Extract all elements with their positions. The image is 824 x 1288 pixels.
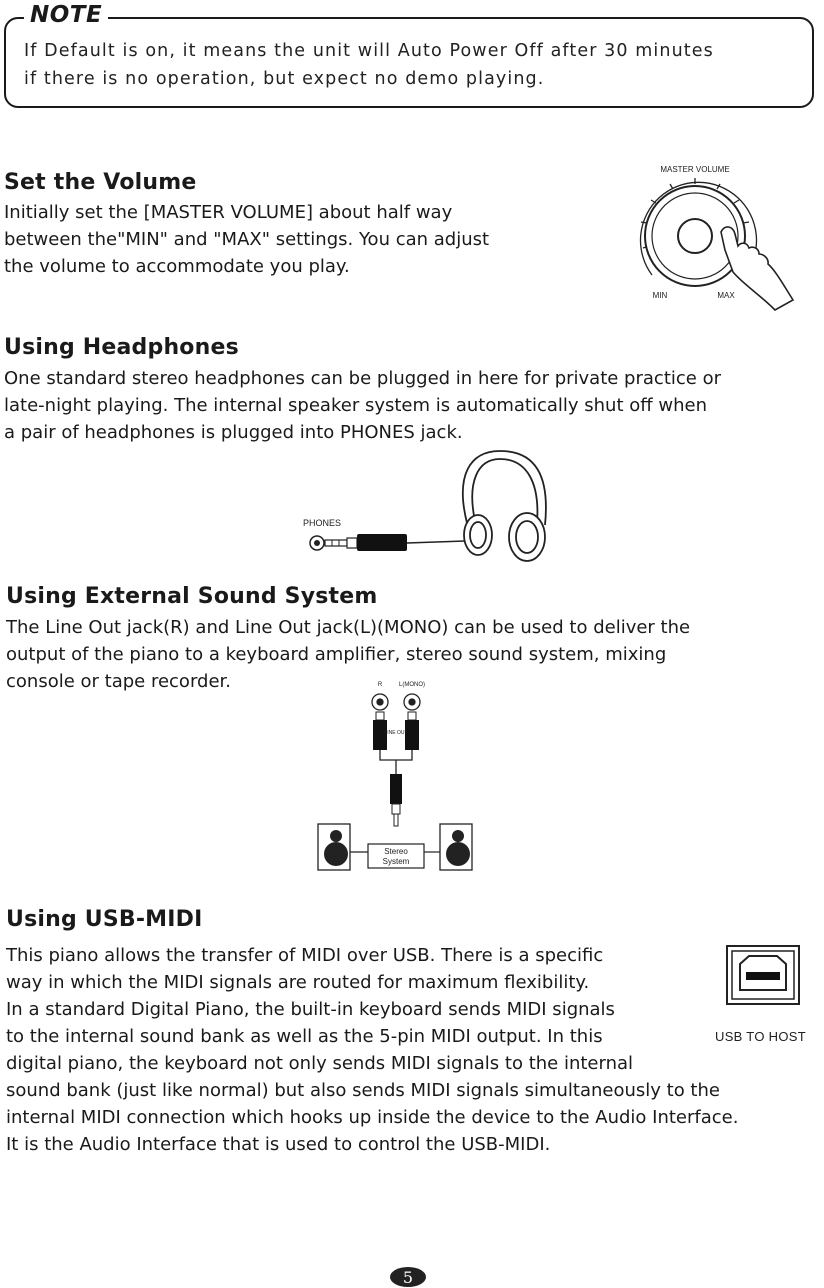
line-out-label: LINE OUT (384, 730, 408, 736)
usb-line: internal MIDI connection which hooks up inside the device to the Audio Interface. (6, 1107, 739, 1128)
line-out-jacks (372, 694, 420, 710)
speaker-left-icon (318, 824, 350, 870)
page-number: 5 (402, 1268, 414, 1287)
headphones-text (4, 365, 721, 446)
note-line: if there is no operation, but expect no demo playing. (24, 69, 545, 89)
speaker-right-icon (440, 824, 472, 870)
external-line: console or tape recorder. (6, 671, 231, 692)
line-out-cables (380, 750, 412, 774)
external-line: The Line Out jack(R) and Line Out jack(L)(MONO) can be used to deliver the (6, 617, 691, 638)
stereo-plug-icon (390, 774, 402, 826)
external-line: output of the piano to a keyboard amplifier, stereo sound system, mixing (6, 644, 667, 665)
headphones-line: late-night playing. The internal speaker system is automatically shut off when (4, 395, 707, 416)
volume-knob-center (678, 219, 712, 253)
headphones-figure (295, 445, 565, 570)
usb-line: In a standard Digital Piano, the built-in keyboard sends MIDI signals (6, 999, 615, 1020)
volume-line: Initially set the [MASTER VOLUME] about half way (4, 202, 453, 223)
volume-line: the volume to accommodate you play. (4, 256, 350, 277)
usb-heading: Using USB-MIDI (6, 907, 203, 932)
line-out-figure (312, 676, 482, 876)
volume-text (4, 199, 489, 280)
headphones-line: One standard stereo headphones can be plugged in here for private practice or (4, 368, 721, 389)
line-out-l-label: L(MONO) (399, 682, 425, 688)
note-text (24, 37, 814, 93)
page-number-badge (388, 1266, 428, 1288)
usb-line: It is the Audio Interface that is used to control the USB-MIDI. (6, 1134, 551, 1155)
headphones-heading: Using Headphones (4, 335, 239, 360)
usb-line: This piano allows the transfer of MIDI over USB. There is a specific (6, 945, 604, 966)
line-out-r-label: R (377, 682, 383, 688)
usb-line: digital piano, the keyboard not only sends MIDI signals to the internal (6, 1053, 634, 1074)
master-volume-title: MASTER VOLUME (660, 165, 730, 174)
note-title: NOTE (24, 2, 108, 28)
headphones-line: a pair of headphones is plugged into PHONES jack. (4, 422, 463, 443)
headphone-cable (407, 541, 465, 543)
stereo-label-line1: Stereo (384, 847, 408, 856)
volume-line: between the"MIN" and "MAX" settings. You can adjust (4, 229, 490, 250)
usb-port-icon (725, 944, 803, 1006)
usb-line: sound bank (just like normal) but also sends MIDI signals simultaneously to the (6, 1080, 720, 1101)
headphone-plug-icon (325, 534, 407, 551)
phones-jack-label: PHONES (303, 518, 342, 528)
headphones-icon (463, 451, 546, 561)
usb-line: way in which the MIDI signals are routed for maximum flexibility. (6, 972, 590, 993)
usb-text (6, 942, 738, 1158)
volume-max-label: MAX (717, 291, 735, 300)
external-heading: Using External Sound System (6, 584, 378, 609)
note-line: If Default is on, it means the unit will Auto Power Off after 30 minutes (24, 41, 714, 61)
stereo-label-line2: System (382, 857, 410, 866)
volume-heading: Set the Volume (4, 170, 197, 195)
usb-port-label: USB TO HOST (715, 1029, 806, 1044)
master-volume-figure (625, 160, 810, 325)
volume-min-label: MIN (652, 291, 668, 300)
usb-line: to the internal sound bank as well as the 5-pin MIDI output. In this (6, 1026, 603, 1047)
